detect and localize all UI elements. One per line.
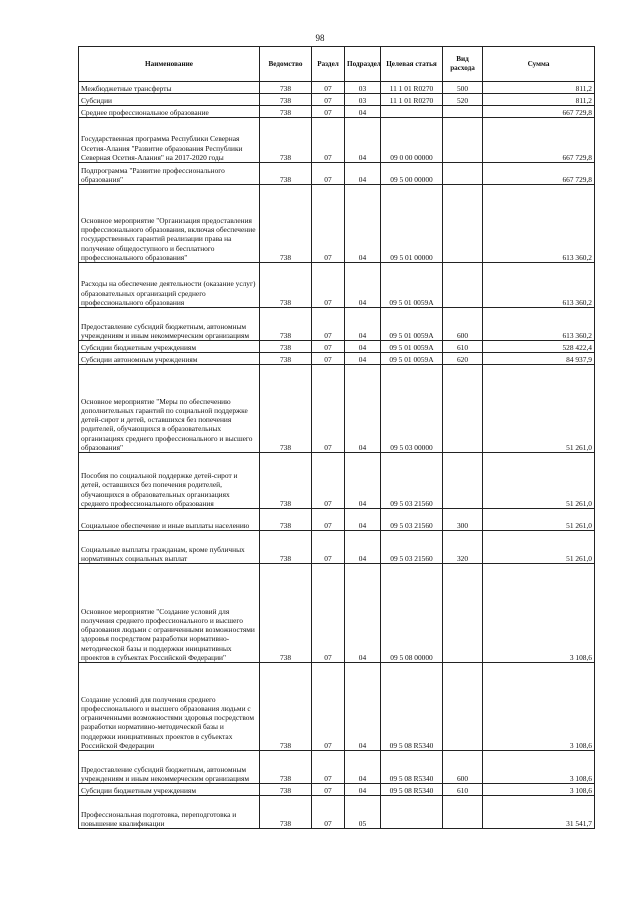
cell-vid-raskhoda — [443, 106, 483, 118]
cell-podrazdel: 04 — [345, 106, 381, 118]
cell-razdel: 07 — [312, 531, 345, 564]
cell-vedomstvo: 738 — [260, 118, 312, 163]
table-row — [79, 118, 595, 163]
table-row — [79, 796, 595, 829]
table-body — [79, 82, 595, 829]
cell-celevaya-statya — [381, 106, 443, 118]
cell-razdel: 07 — [312, 564, 345, 663]
cell-podrazdel: 04 — [345, 784, 381, 796]
cell-razdel: 07 — [312, 106, 345, 118]
table-row — [79, 341, 595, 353]
cell-razdel: 07 — [312, 163, 345, 185]
cell-vedomstvo: 738 — [260, 453, 312, 509]
table-row — [79, 163, 595, 185]
cell-podrazdel: 04 — [345, 163, 381, 185]
cell-summa: 51 261,0 — [483, 365, 595, 453]
cell-podrazdel: 04 — [345, 509, 381, 531]
table-row — [79, 784, 595, 796]
cell-celevaya-statya: 09 5 03 21560 — [381, 531, 443, 564]
cell-vedomstvo: 738 — [260, 365, 312, 453]
cell-razdel: 07 — [312, 308, 345, 341]
table-row — [79, 94, 595, 106]
cell-summa: 613 360,2 — [483, 263, 595, 308]
cell-podrazdel: 04 — [345, 263, 381, 308]
budget-table — [78, 46, 595, 829]
cell-podrazdel: 04 — [345, 564, 381, 663]
cell-name: Государственная программа Республики Северная Осетия-Алания "Развитие образования Республики Северная Осетия-Алания" на 2017-2020 годы — [79, 118, 260, 163]
table-row — [79, 531, 595, 564]
cell-name: Расходы на обеспечение деятельности (оказание услуг) образовательных организаций среднего профессионального образования — [79, 263, 260, 308]
table-row — [79, 308, 595, 341]
cell-podrazdel: 05 — [345, 796, 381, 829]
header-vedomstvo: Ведомство — [260, 47, 312, 82]
table-row — [79, 185, 595, 263]
cell-celevaya-statya: 09 5 01 0059А — [381, 308, 443, 341]
table-row — [79, 509, 595, 531]
header-celevaya-statya: Целевая статья — [381, 47, 443, 82]
cell-summa: 51 261,0 — [483, 531, 595, 564]
cell-vid-raskhoda: 320 — [443, 531, 483, 564]
cell-podrazdel: 04 — [345, 365, 381, 453]
cell-celevaya-statya: 09 5 08 R5340 — [381, 751, 443, 784]
cell-celevaya-statya: 09 5 08 00000 — [381, 564, 443, 663]
cell-celevaya-statya: 09 5 01 0059А — [381, 263, 443, 308]
cell-vid-raskhoda — [443, 663, 483, 751]
cell-podrazdel: 04 — [345, 118, 381, 163]
cell-razdel: 07 — [312, 784, 345, 796]
cell-podrazdel: 03 — [345, 94, 381, 106]
cell-razdel: 07 — [312, 453, 345, 509]
cell-vid-raskhoda: 610 — [443, 784, 483, 796]
cell-razdel: 07 — [312, 341, 345, 353]
cell-podrazdel: 03 — [345, 82, 381, 94]
cell-razdel: 07 — [312, 94, 345, 106]
header-podrazdel: Подраздел — [345, 47, 381, 82]
cell-summa: 528 422,4 — [483, 341, 595, 353]
cell-name: Среднее профессиональное образование — [79, 106, 260, 118]
cell-name: Социальные выплаты гражданам, кроме публичных нормативных социальных выплат — [79, 531, 260, 564]
cell-vedomstvo: 738 — [260, 784, 312, 796]
cell-name: Субсидии — [79, 94, 260, 106]
cell-summa: 811,2 — [483, 82, 595, 94]
cell-vedomstvo: 738 — [260, 341, 312, 353]
cell-vid-raskhoda — [443, 365, 483, 453]
cell-celevaya-statya: 09 5 00 00000 — [381, 163, 443, 185]
cell-name: Субсидии бюджетным учреждениям — [79, 784, 260, 796]
cell-summa: 51 261,0 — [483, 453, 595, 509]
cell-podrazdel: 04 — [345, 663, 381, 751]
cell-razdel: 07 — [312, 118, 345, 163]
cell-summa: 613 360,2 — [483, 185, 595, 263]
page-number: 98 — [315, 33, 325, 43]
table-row — [79, 663, 595, 751]
cell-vedomstvo: 738 — [260, 663, 312, 751]
cell-vid-raskhoda — [443, 796, 483, 829]
cell-podrazdel: 04 — [345, 751, 381, 784]
cell-podrazdel: 04 — [345, 341, 381, 353]
cell-vedomstvo: 738 — [260, 185, 312, 263]
cell-summa: 811,2 — [483, 94, 595, 106]
table-row — [79, 263, 595, 308]
header-vid-raskhoda: Вид расхода — [443, 47, 483, 82]
cell-vid-raskhoda: 620 — [443, 353, 483, 365]
cell-vid-raskhoda: 300 — [443, 509, 483, 531]
cell-summa: 51 261,0 — [483, 509, 595, 531]
cell-summa: 3 108,6 — [483, 564, 595, 663]
cell-podrazdel: 04 — [345, 308, 381, 341]
cell-vedomstvo: 738 — [260, 106, 312, 118]
cell-celevaya-statya: 09 5 03 21560 — [381, 453, 443, 509]
cell-name: Субсидии бюджетным учреждениям — [79, 341, 260, 353]
cell-vid-raskhoda: 600 — [443, 751, 483, 784]
cell-razdel: 07 — [312, 796, 345, 829]
cell-vedomstvo: 738 — [260, 308, 312, 341]
cell-summa: 667 729,8 — [483, 106, 595, 118]
cell-name: Межбюджетные трансферты — [79, 82, 260, 94]
cell-summa: 613 360,2 — [483, 308, 595, 341]
cell-podrazdel: 04 — [345, 353, 381, 365]
cell-vedomstvo: 738 — [260, 796, 312, 829]
cell-vid-raskhoda: 520 — [443, 94, 483, 106]
cell-name: Подпрограмма "Развитие профессионального образования" — [79, 163, 260, 185]
cell-podrazdel: 04 — [345, 453, 381, 509]
cell-vid-raskhoda: 600 — [443, 308, 483, 341]
cell-razdel: 07 — [312, 365, 345, 453]
cell-vedomstvo: 738 — [260, 353, 312, 365]
cell-vedomstvo: 738 — [260, 531, 312, 564]
cell-summa: 3 108,6 — [483, 784, 595, 796]
cell-name: Пособия по социальной поддержке детей-сирот и детей, оставшихся без попечения родителей, обучающихся в образовательных организациях среднего профессионального образования — [79, 453, 260, 509]
cell-vid-raskhoda — [443, 118, 483, 163]
cell-celevaya-statya: 09 5 03 21560 — [381, 509, 443, 531]
table-row — [79, 106, 595, 118]
cell-celevaya-statya: 09 0 00 00000 — [381, 118, 443, 163]
table-header-row — [79, 47, 595, 82]
cell-vedomstvo: 738 — [260, 163, 312, 185]
cell-podrazdel: 04 — [345, 531, 381, 564]
cell-vedomstvo: 738 — [260, 509, 312, 531]
cell-vedomstvo: 738 — [260, 263, 312, 308]
cell-vid-raskhoda — [443, 263, 483, 308]
cell-razdel: 07 — [312, 353, 345, 365]
cell-celevaya-statya: 11 1 01 R0270 — [381, 82, 443, 94]
header-summa: Сумма — [483, 47, 595, 82]
cell-razdel: 07 — [312, 263, 345, 308]
cell-name: Предоставление субсидий бюджетным, автономным учреждениям и иным некоммерческим организациям — [79, 751, 260, 784]
cell-vedomstvo: 738 — [260, 82, 312, 94]
cell-celevaya-statya: 11 1 01 R0270 — [381, 94, 443, 106]
cell-vid-raskhoda — [443, 185, 483, 263]
cell-name: Социальное обеспечение и иные выплаты населению — [79, 509, 260, 531]
cell-name: Создание условий для получения среднего профессионального и высшего образования людьми с ограниченными возможностями здоровья посредством разработки нормативно-методической базы и поддержки инициативных проектов в субъектах Российской Федерации — [79, 663, 260, 751]
cell-celevaya-statya: 09 5 01 0059А — [381, 341, 443, 353]
cell-podrazdel: 04 — [345, 185, 381, 263]
cell-razdel: 07 — [312, 509, 345, 531]
cell-summa: 3 108,6 — [483, 751, 595, 784]
cell-vid-raskhoda: 500 — [443, 82, 483, 94]
header-name: Наименование — [79, 47, 260, 82]
cell-name: Субсидии автономным учреждениям — [79, 353, 260, 365]
table-row — [79, 564, 595, 663]
cell-summa: 3 108,6 — [483, 663, 595, 751]
cell-summa: 84 937,9 — [483, 353, 595, 365]
cell-vid-raskhoda — [443, 564, 483, 663]
cell-summa: 31 541,7 — [483, 796, 595, 829]
cell-celevaya-statya: 09 5 08 R5340 — [381, 663, 443, 751]
cell-vid-raskhoda: 610 — [443, 341, 483, 353]
table-row — [79, 353, 595, 365]
cell-name: Основное мероприятие "Создание условий для получения среднего профессионального и высшего образования людьми с ограниченными возможностями здоровья посредством разработки нормативно-методической базы и поддержки инициативных проектов в субъектах Российской Федерации" — [79, 564, 260, 663]
cell-vedomstvo: 738 — [260, 564, 312, 663]
cell-name: Профессиональная подготовка, переподготовка и повышение квалификации — [79, 796, 260, 829]
cell-razdel: 07 — [312, 751, 345, 784]
header-razdel: Раздел — [312, 47, 345, 82]
cell-name: Предоставление субсидий бюджетным, автономным учреждениям и иным некоммерческим организациям — [79, 308, 260, 341]
cell-name: Основное мероприятие "Организация предоставления профессионального образования, включая обеспечение государственных гарантий реализации права на получение общедоступного и бесплатного профессионального образования" — [79, 185, 260, 263]
cell-vid-raskhoda — [443, 453, 483, 509]
cell-celevaya-statya: 09 5 01 00000 — [381, 185, 443, 263]
cell-celevaya-statya: 09 5 08 R5340 — [381, 784, 443, 796]
table-row — [79, 453, 595, 509]
cell-razdel: 07 — [312, 663, 345, 751]
cell-razdel: 07 — [312, 82, 345, 94]
cell-vid-raskhoda — [443, 163, 483, 185]
cell-vedomstvo: 738 — [260, 94, 312, 106]
cell-vedomstvo: 738 — [260, 751, 312, 784]
table-row — [79, 751, 595, 784]
cell-celevaya-statya: 09 5 03 00000 — [381, 365, 443, 453]
cell-razdel: 07 — [312, 185, 345, 263]
cell-celevaya-statya — [381, 796, 443, 829]
cell-summa: 667 729,8 — [483, 163, 595, 185]
table-row — [79, 82, 595, 94]
cell-name: Основное мероприятие "Меры по обеспечению дополнительных гарантий по социальной поддержке детей-сирот и детей, оставшихся без попечения родителей, обучающихся в образовательных организациях среднего профессионального и высшего образования" — [79, 365, 260, 453]
cell-celevaya-statya: 09 5 01 0059А — [381, 353, 443, 365]
cell-summa: 667 729,8 — [483, 118, 595, 163]
table-row — [79, 365, 595, 453]
